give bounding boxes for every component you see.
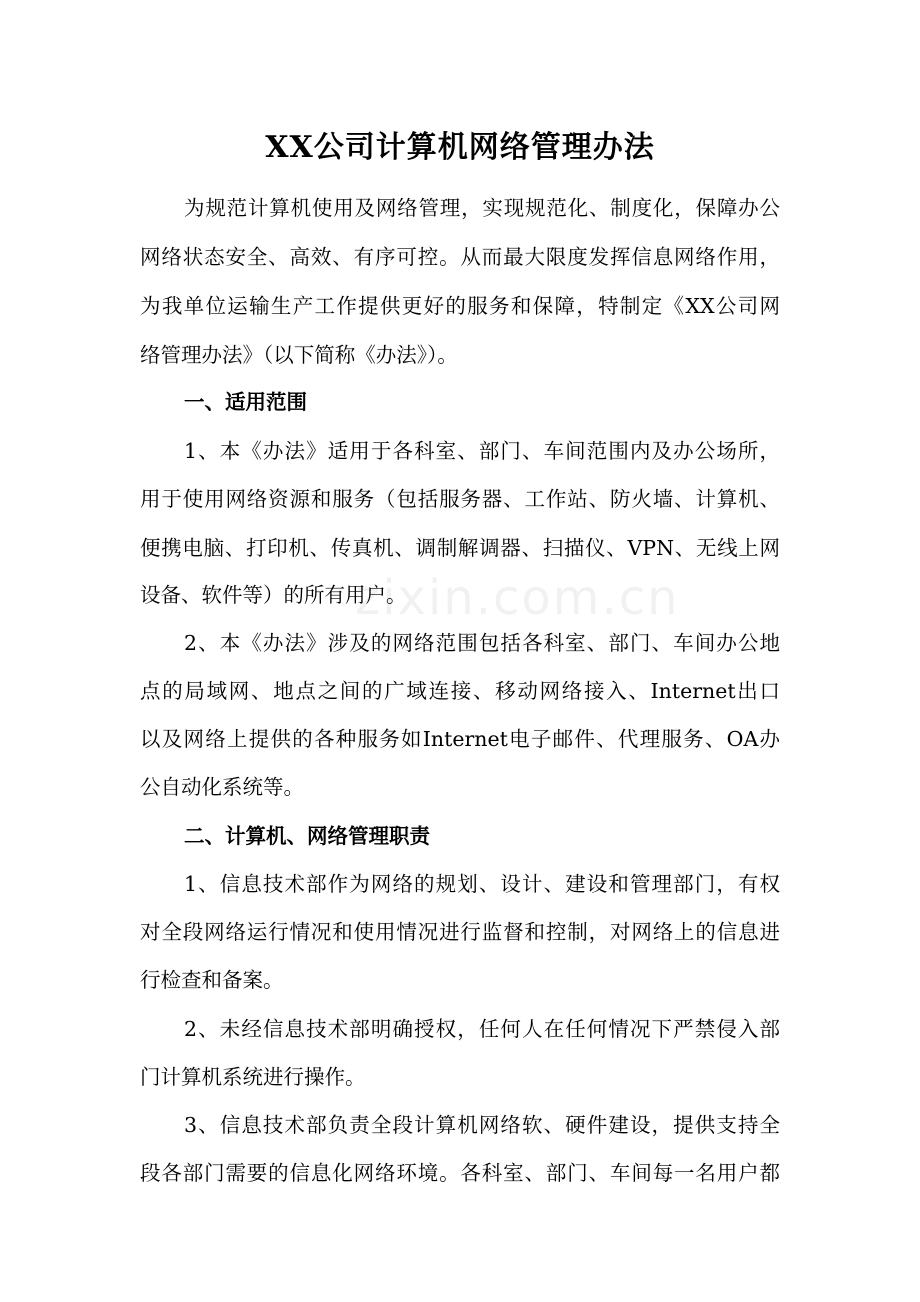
paragraph-line: 1、本《办法》适用于各科室、部门、车间范围内及办公场所，	[184, 439, 780, 463]
document-title: XX公司计算机网络管理办法	[265, 130, 655, 165]
paragraph-line: 网络状态安全、高效、有序可控。从而最大限度发挥信息网络作用，	[140, 245, 780, 269]
paragraph-line: 门计算机系统进行操作。	[140, 1065, 366, 1089]
paragraph-line: 设备、软件等）的所有用户。	[140, 583, 407, 607]
section-heading: 二、计算机、网络管理职责	[184, 824, 430, 848]
paragraph-line: 为我单位运输生产工作提供更好的服务和保障，特制定《XX公司网	[140, 294, 780, 318]
paragraph-line: 行检查和备案。	[140, 968, 284, 992]
paragraph-line: 2、未经信息技术部明确授权，任何人在任何情况下严禁侵入部	[184, 1017, 780, 1041]
paragraph-line: 点的局域网、地点之间的广域连接、移动网络接入、Internet出口	[140, 679, 780, 703]
paragraph-line: 段各部门需要的信息化网络环境。各科室、部门、车间每一名用户都	[140, 1161, 780, 1185]
paragraph-line: 1、信息技术部作为网络的规划、设计、建设和管理部门，有权	[184, 872, 780, 896]
paragraph-line: 为规范计算机使用及网络管理，实现规范化、制度化，保障办公	[184, 196, 780, 220]
paragraph-line: 络管理办法》（以下简称《办法》）。	[140, 343, 458, 367]
paragraph-line: 对全段网络运行情况和使用情况进行监督和控制，对网络上的信息进	[140, 920, 780, 944]
section-heading: 一、适用范围	[184, 390, 307, 414]
paragraph-line: 以及网络上提供的各种服务如Internet电子邮件、代理服务、OA办	[140, 727, 780, 751]
paragraph-line: 便携电脑、打印机、传真机、调制解调器、扫描仪、VPN、无线上网	[140, 536, 780, 560]
watermark: zixin.com.cn	[355, 570, 680, 626]
paragraph-line: 公自动化系统等。	[140, 775, 304, 799]
paragraph-line: 3、信息技术部负责全段计算机网络软、硬件建设，提供支持全	[184, 1113, 780, 1137]
paragraph-line: 用于使用网络资源和服务（包括服务器、工作站、防火墙、计算机、	[140, 487, 780, 511]
paragraph-line: 2、本《办法》涉及的网络范围包括各科室、部门、车间办公地	[184, 631, 780, 655]
